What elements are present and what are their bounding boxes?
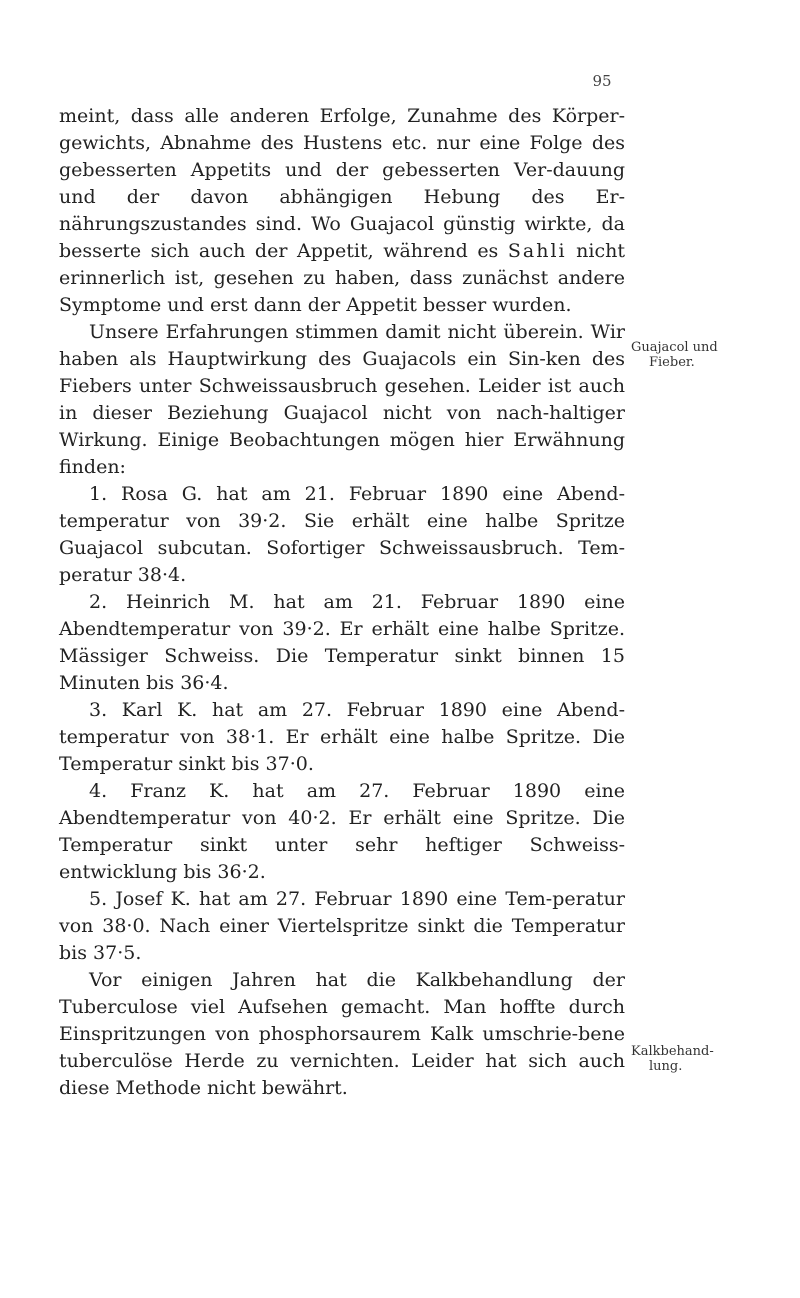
paragraph-1: [59, 103, 625, 319]
page-number: 95: [592, 72, 612, 90]
body-text: [59, 103, 625, 1102]
author-name-sahli: Sahli: [507, 240, 567, 262]
case-3: 3. Karl K. hat am 27. Februar 1890 eine Abend-temperatur von 38·1. Er erhält eine halbe Spritze. Die Temperatur sinkt bis 37·0.: [59, 699, 625, 775]
margin-note-guajacol-fieber: [631, 340, 721, 370]
margin-note-2-line-2: lung.: [649, 1059, 683, 1074]
margin-note-2-line-1: Kalkbehand-: [631, 1044, 714, 1059]
case-4: 4. Franz K. hat am 27. Februar 1890 eine Abendtemperatur von 40·2. Er erhält eine Spritze. Die Temperatur sinkt unter sehr heftiger Schweiss-entwicklung bis 36·2.: [59, 780, 625, 883]
paragraph-1-part-1: meint, dass alle anderen Erfolge, Zunahme des Körper-gewichts, Abnahme des Hustens etc. nur eine Folge des gebesserten Appetits und der gebesserten Ver-dauung und der davon abhängigen Hebung des Er-nährungszustandes sind. Wo Guajacol günstig wirkte, da besserte sich auch der Appetit, während es: [59, 105, 625, 262]
case-2: 2. Heinrich M. hat am 21. Februar 1890 eine Abendtemperatur von 39·2. Er erhält eine halbe Spritze. Mässiger Schweiss. Die Temperatur sinkt binnen 15 Minuten bis 36·4.: [59, 591, 625, 694]
paragraph-1-part-2: nicht erinnerlich ist, gesehen zu haben, dass zunächst andere Symptome und erst dann der Appetit besser wurden.: [59, 240, 625, 316]
margin-note-1-line-2: Fieber.: [649, 355, 695, 370]
case-5: 5. Josef K. hat am 27. Februar 1890 eine Tem-peratur von 38·0. Nach einer Viertelspritze sinkt die Temperatur bis 37·5.: [59, 888, 625, 964]
margin-note-1-line-1: Guajacol und: [631, 340, 718, 355]
margin-note-kalkbehandlung: [631, 1044, 721, 1074]
case-1: 1. Rosa G. hat am 21. Februar 1890 eine Abend-temperatur von 39·2. Sie erhält eine halbe Spritze Guajacol subcutan. Sofortiger Schweissausbruch. Tem-peratur 38·4.: [59, 483, 625, 586]
paragraph-kalk: Vor einigen Jahren hat die Kalkbehandlung der Tuberculose viel Aufsehen gemacht. Man hoffte durch Einspritzungen von phosphorsaurem Kalk umschrie-bene tuberculöse Herde zu vernichten. Leider hat sich auch diese Methode nicht bewährt.: [59, 969, 625, 1099]
paragraph-2: Unsere Erfahrungen stimmen damit nicht überein. Wir haben als Hauptwirkung des Guajacols ein Sin-ken des Fiebers unter Schweissausbruch gesehen. Leider ist auch in dieser Beziehung Guajacol nicht von nach-haltiger Wirkung. Einige Beobachtungen mögen hier Erwähnung finden:: [59, 321, 625, 478]
